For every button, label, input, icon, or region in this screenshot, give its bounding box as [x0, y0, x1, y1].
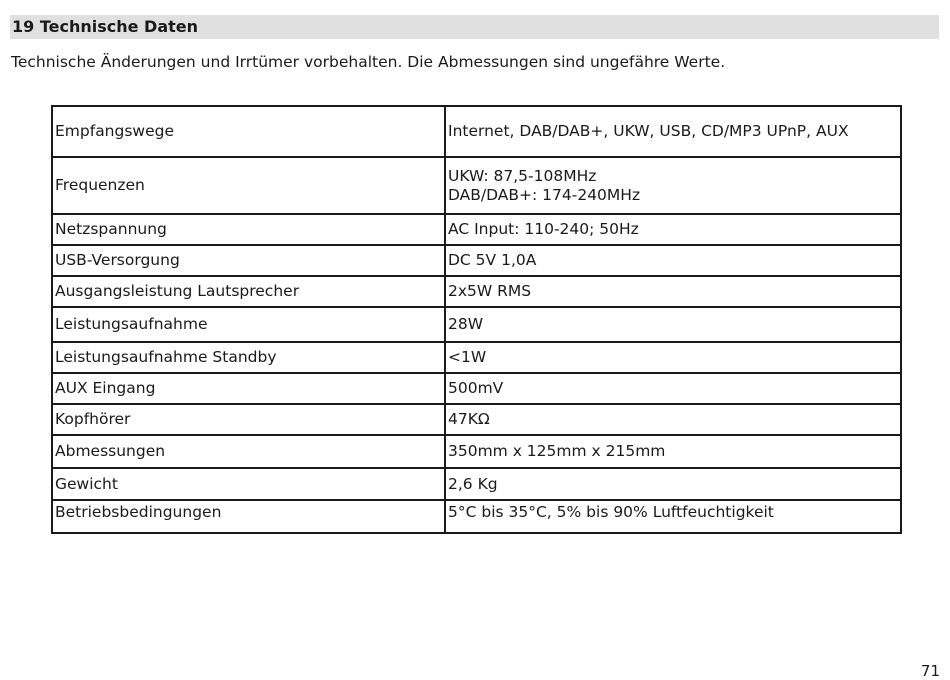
spec-label: USB-Versorgung: [52, 245, 445, 276]
table-row: [52, 214, 901, 245]
spec-label: Gewicht: [52, 468, 445, 500]
table-row: [52, 157, 901, 214]
spec-value: 2,6 Kg: [445, 468, 901, 500]
table-row: [52, 373, 901, 404]
spec-value: 5°C bis 35°C, 5% bis 90% Luftfeuchtigkeit: [445, 500, 901, 533]
page-number: 71: [920, 662, 940, 680]
spec-value: 500mV: [445, 373, 901, 404]
intro-text: Technische Änderungen und Irrtümer vorbehalten. Die Abmessungen sind ungefähre Werte.: [11, 53, 726, 71]
table-row: [52, 500, 901, 533]
table-row: [52, 468, 901, 500]
section-title: 19 Technische Daten: [10, 15, 939, 39]
spec-value: 2x5W RMS: [445, 276, 901, 307]
spec-value: DC 5V 1,0A: [445, 245, 901, 276]
spec-label: Abmessungen: [52, 435, 445, 468]
table-row: [52, 404, 901, 435]
table-row: [52, 276, 901, 307]
spec-table: [51, 105, 902, 534]
spec-label: Betriebsbedingungen: [52, 500, 445, 533]
spec-value: 47KΩ: [445, 404, 901, 435]
spec-label: Frequenzen: [52, 157, 445, 214]
spec-label: Empfangswege: [52, 106, 445, 157]
table-row: [52, 245, 901, 276]
table-row: [52, 342, 901, 373]
spec-value: <1W: [445, 342, 901, 373]
spec-label: Leistungsaufnahme: [52, 307, 445, 342]
table-row: [52, 435, 901, 468]
spec-label: Ausgangsleistung Lautsprecher: [52, 276, 445, 307]
spec-value: UKW: 87,5-108MHz DAB/DAB+: 174-240MHz: [445, 157, 901, 214]
spec-value: 350mm x 125mm x 215mm: [445, 435, 901, 468]
table-row: [52, 106, 901, 157]
table-row: [52, 307, 901, 342]
spec-label: Leistungsaufnahme Standby: [52, 342, 445, 373]
spec-label: Kopfhörer: [52, 404, 445, 435]
spec-value: AC Input: 110-240; 50Hz: [445, 214, 901, 245]
spec-value: Internet, DAB/DAB+, UKW, USB, CD/MP3 UPnP, AUX: [445, 106, 901, 157]
spec-value: 28W: [445, 307, 901, 342]
spec-label: AUX Eingang: [52, 373, 445, 404]
spec-label: Netzspannung: [52, 214, 445, 245]
